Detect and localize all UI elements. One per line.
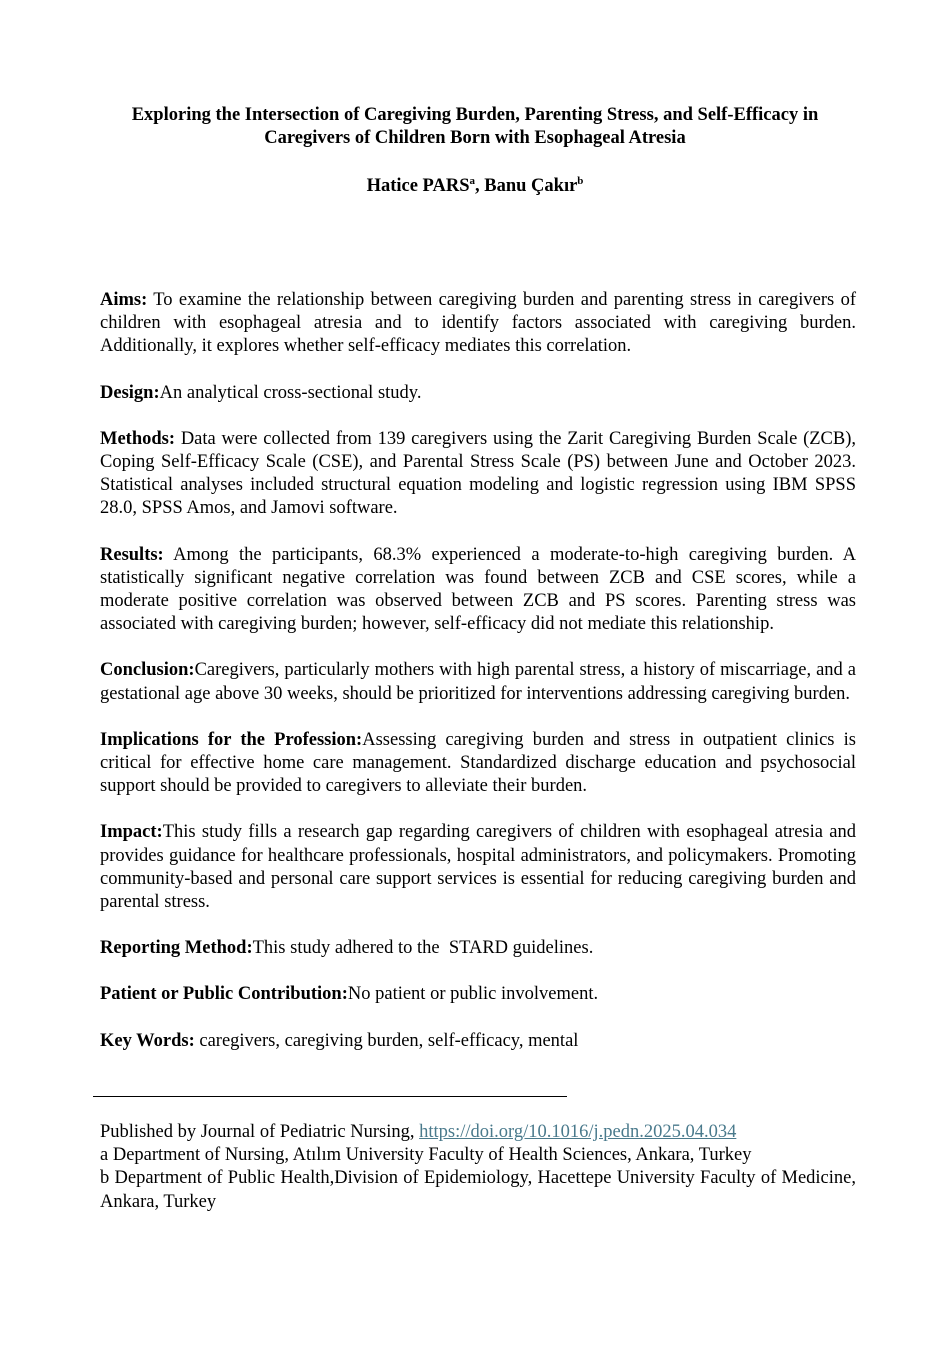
section-label: Design: [100, 382, 160, 403]
abstract-aims [100, 289, 856, 359]
section-label: Aims: [100, 290, 148, 310]
abstract-reporting-method [100, 937, 856, 960]
abstract-impact [100, 821, 856, 914]
structured-abstract [100, 289, 856, 1076]
affiliation-a: a Department of Nursing, Atılım University Faculty of Health Sciences, Ankara, Turkey [100, 1145, 752, 1166]
affiliation-mark: b [577, 174, 584, 187]
abstract-keywords [100, 1030, 856, 1053]
doi-link[interactable]: https://doi.org/10.1016/j.pedn.2025.04.034 [419, 1122, 737, 1142]
section-label: Impact: [100, 822, 163, 843]
abstract-results [100, 544, 856, 637]
publication-note [100, 1121, 856, 1144]
section-text: Among the participants, 68.3% experienced a moderate-to-high caregiving burden. A statistically significant negative correlation was found between ZCB and CSE scores, while a moderate positive correlation was observed between ZCB and PS scores. Parenting stress was associated with caregiving burden; however, self-efficacy did not mediate this relationship. [100, 544, 856, 635]
abstract-conclusion [100, 659, 856, 705]
section-label: Conclusion: [100, 660, 195, 681]
section-text: Data were collected from 139 caregivers using the Zarit Caregiving Burden Scale (ZCB), Coping Self-Efficacy Scale (CSE), and Parental Stress Scale (PS) between June and October 2023. Statistical analyses included structural equation modeling and logistic regression using IBM SPSS 28.0, SPSS Amos, and Jamovi software. [100, 428, 856, 519]
affiliation-mark: a [469, 174, 475, 187]
abstract-public-contribution [100, 983, 856, 1006]
abstract-design [100, 382, 856, 405]
section-label: Key Words: [100, 1030, 195, 1051]
author-separator: , [475, 176, 485, 196]
affiliation-b: b Department of Public Health,Division of Epidemiology, Hacettepe University Faculty of Medicine, Ankara, Turkey [100, 1168, 856, 1212]
paper-title: Exploring the Intersection of Caregiving Burden, Parenting Stress, and Self-Efficacy in Caregivers of Children Born with Esophageal Atresia [131, 105, 819, 148]
section-label: Implications for the Profession: [100, 729, 363, 750]
section-text: Assessing caregiving burden and stress in outpatient clinics is critical for effective home care management. Standardized discharge education and psychosocial support should be provided to caregivers to alleviate their burden. [100, 729, 857, 797]
footnote-divider [93, 1096, 567, 1097]
abstract-methods [100, 428, 856, 521]
section-label: Reporting Method: [100, 938, 253, 959]
author-name: Banu Çakır [484, 176, 578, 196]
author-name: Hatice PARS [366, 176, 470, 196]
section-text: This study adhered to the STARD guidelines. [252, 938, 594, 959]
section-text: This study fills a research gap regarding caregivers of children with esophageal atresia and provides guidance for healthcare professionals, hospital administrators, and policymakers. Promoting community-based and personal care support services is essential for reducing caregiving burden and parental stress. [100, 822, 856, 913]
section-text: Caregivers, particularly mothers with high parental stress, a history of miscarriage, and a gestational age above 30 weeks, should be prioritized for interventions addressing caregiving burden. [100, 660, 856, 704]
footnotes [100, 1121, 856, 1214]
author-list [90, 175, 860, 198]
abstract-implications [100, 729, 856, 799]
section-label: Results: [100, 544, 164, 565]
section-label: Patient or Public Contribution: [100, 984, 348, 1005]
publication-prefix: Published by Journal of Pediatric Nursing, [100, 1122, 420, 1142]
section-text: No patient or public involvement. [347, 984, 599, 1005]
section-label: Methods: [100, 428, 176, 449]
section-text: To examine the relationship between caregiving burden and parenting stress in caregivers of children with esophageal atresia and to identify factors associated with caregiving burden. Additionally, it explores whether self-efficacy mediates this correlation. [100, 290, 856, 357]
section-text: caregivers, caregiving burden, self-efficacy, mental [194, 1030, 579, 1051]
section-text: An analytical cross-sectional study. [159, 382, 422, 403]
